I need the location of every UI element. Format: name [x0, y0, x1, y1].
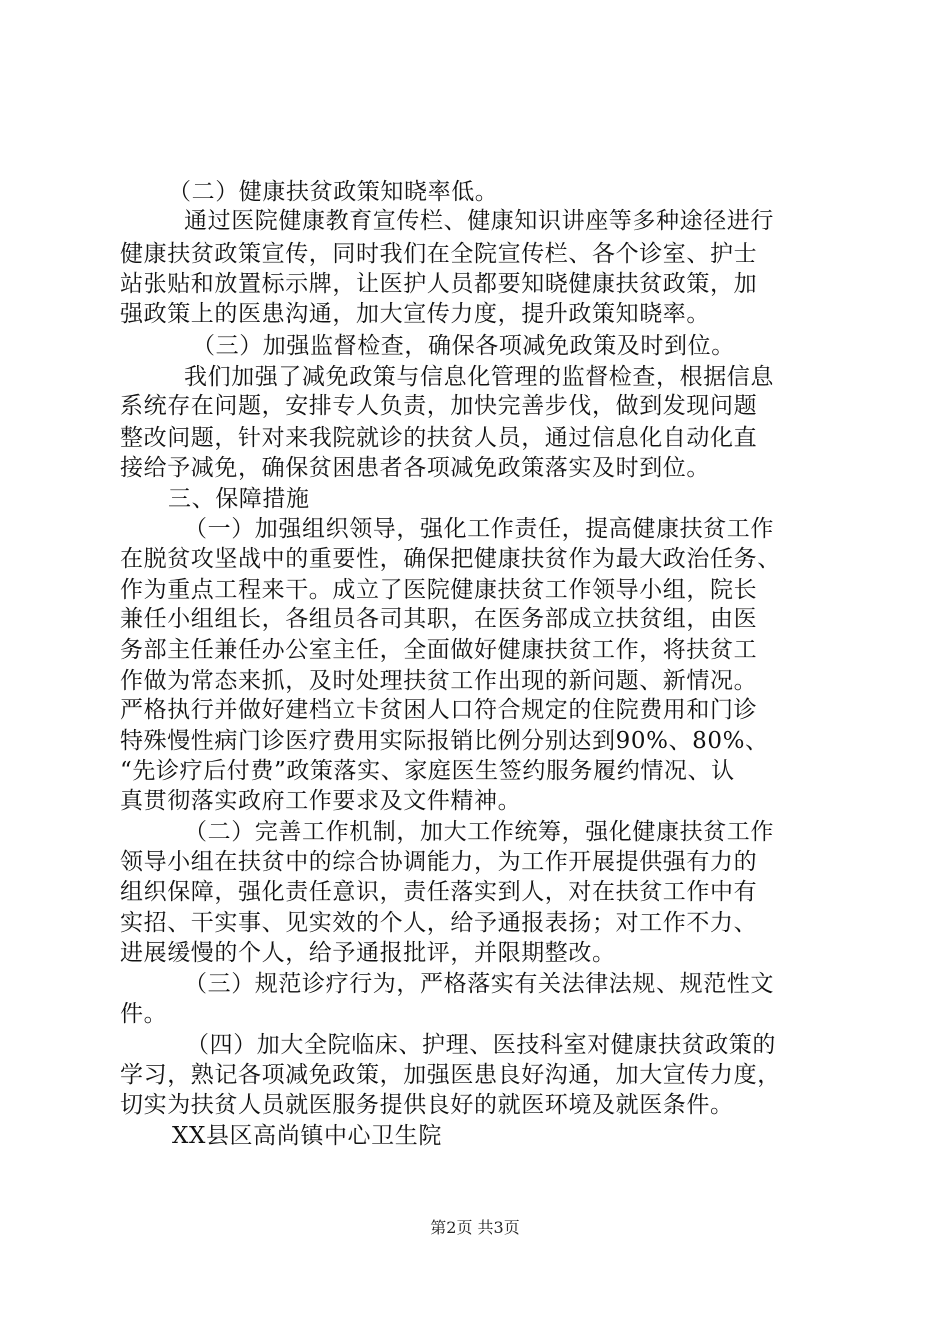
paragraph-line-12: （一）加强组织领导，强化工作责任，提高健康扶贫工作	[184, 516, 774, 542]
paragraph-line-7: 我们加强了减免政策与信息化管理的监督检查，根据信息	[184, 364, 774, 390]
paragraph-line-14: 作为重点工程来干。成立了医院健康扶贫工作领导小组，院长	[120, 577, 758, 603]
paragraph-line-3: 健康扶贫政策宣传，同时我们在全院宣传栏、各个诊室、护士	[120, 241, 758, 267]
paragraph-line-21: 真贯彻落实政府工作要求及文件精神。	[120, 788, 522, 814]
paragraph-line-24: 组织保障，强化责任意识，责任落实到人，对在扶贫工作中有	[120, 879, 758, 905]
paragraph-line-9: 整改问题，针对来我院就诊的扶贫人员，通过信息化自动化直	[120, 425, 758, 451]
paragraph-line-19: 特殊慢性病门诊医疗费用实际报销比例分别达到90%、80%、	[120, 728, 769, 754]
section-heading-3-line-11: 三、保障措施	[168, 486, 310, 512]
paragraph-line-5: 强政策上的医患沟通，加大宣传力度，提升政策知晓率。	[120, 301, 710, 327]
signature-line-line-32: XX县区高尚镇中心卫生院	[172, 1123, 442, 1149]
paragraph-line-27: （三）规范诊疗行为，严格落实有关法律法规、规范性文	[184, 971, 774, 997]
paragraph-line-30: 学习，熟记各项减免政策，加强医患良好沟通，加大宣传力度，	[120, 1062, 781, 1088]
paragraph-line-4: 站张贴和放置标示牌，让医护人员都要知晓健康扶贫政策，加	[120, 271, 758, 297]
paragraph-line-28: 件。	[120, 1001, 168, 1027]
paragraph-line-22: （二）完善工作机制，加大工作统筹，强化健康扶贫工作	[184, 819, 774, 845]
paragraph-line-31: 切实为扶贫人员就医服务提供良好的就医环境及就医条件。	[120, 1092, 734, 1118]
paragraph-line-2: 通过医院健康教育宣传栏、健康知识讲座等多种途径进行	[184, 208, 774, 234]
paragraph-line-20: “先诊疗后付费”政策落实、家庭医生签约服务履约情况、认	[120, 758, 735, 784]
paragraph-line-23: 领导小组在扶贫中的综合协调能力，为工作开展提供强有力的	[120, 849, 758, 875]
paragraph-line-26: 进展缓慢的个人，给予通报批评，并限期整改。	[120, 940, 616, 966]
paragraph-line-25: 实招、干实事、见实效的个人，给予通报表扬；对工作不力、	[120, 910, 758, 936]
paragraph-line-18: 严格执行并做好建档立卡贫困人口符合规定的住院费用和门诊	[120, 697, 758, 723]
paragraph-line-8: 系统存在问题，安排专人负责，加快完善步伐，做到发现问题	[120, 393, 758, 419]
heading-2-3-line-6: （三）加强监督检查，确保各项减免政策及时到位。	[192, 333, 735, 359]
page-footer: 第2页 共3页	[430, 1218, 520, 1237]
paragraph-line-17: 作做为常态来抓，及时处理扶贫工作出现的新问题、新情况。	[120, 668, 758, 694]
paragraph-line-13: 在脱贫攻坚战中的重要性，确保把健康扶贫作为最大政治任务、	[120, 546, 781, 572]
paragraph-line-16: 务部主任兼任办公室主任，全面做好健康扶贫工作，将扶贫工	[120, 637, 758, 663]
paragraph-line-15: 兼任小组组长，各组员各司其职，在医务部成立扶贫组，由医	[120, 606, 758, 632]
paragraph-line-29: （四）加大全院临床、护理、医技科室对健康扶贫政策的	[186, 1032, 776, 1058]
paragraph-line-10: 接给予减免，确保贫困患者各项减免政策落实及时到位。	[120, 455, 710, 481]
heading-2-2-line-1: （二）健康扶贫政策知晓率低。	[168, 179, 499, 205]
